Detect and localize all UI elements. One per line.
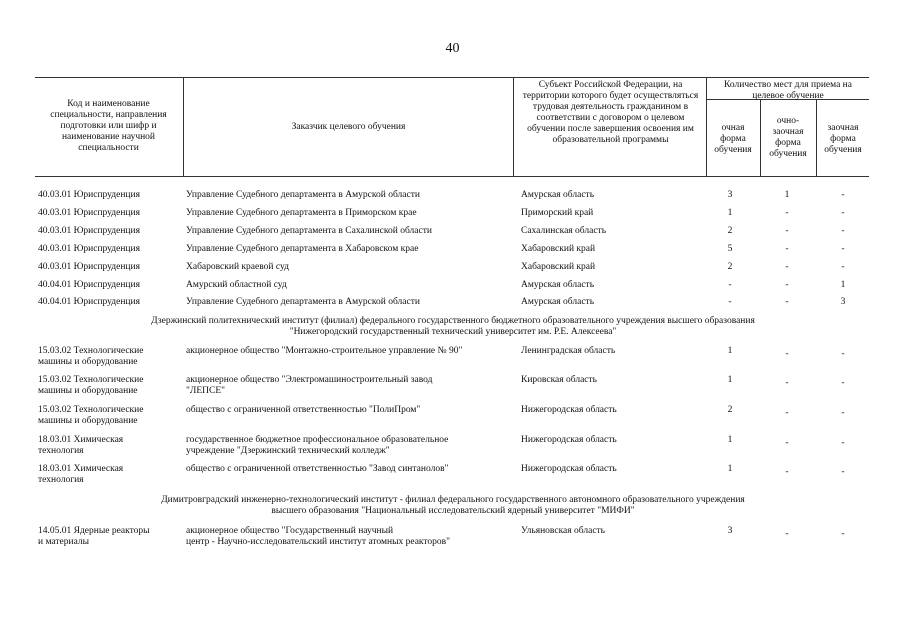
table-cell: Управление Судебного департамента в Амурской области [186, 297, 420, 307]
table-cell: - [841, 467, 845, 477]
table-cell: - [841, 208, 845, 218]
table-cell: - [785, 262, 789, 272]
table-cell: 2 [727, 262, 733, 272]
table-cell: 18.03.01 Химическая [38, 464, 124, 474]
table-cell: 40.03.01 Юриспруденция [38, 226, 140, 236]
table-row [38, 208, 868, 228]
table-cell: Хабаровский край [521, 262, 596, 272]
table-cell: высшего образования "Национальный исследовательский ядерный университет "МИФИ" [271, 506, 635, 516]
table-cell: 2 [727, 405, 733, 415]
table-cell: 1 [840, 280, 846, 290]
table-cell: 1 [727, 375, 733, 385]
table-cell: машины и оборудование [38, 386, 138, 396]
table-cell: - [785, 208, 789, 218]
table-cell: Кировская область [521, 375, 598, 385]
table-cell: Димитровградский инженерно-технологический институт - филиал федерального государственного автономного образовательного учреждения [161, 495, 745, 505]
table-row [38, 297, 868, 317]
table-cell: 18.03.01 Химическая [38, 435, 124, 445]
table-cell: Хабаровский край [521, 244, 596, 254]
table-cell: - [785, 438, 789, 448]
table-cell: 14.05.01 Ядерные реакторы [38, 526, 150, 536]
table-cell: "Нижегородский государственный технический университет им. Р.Е. Алексеева" [289, 327, 617, 337]
table-cell: государственное бюджетное профессиональное образовательное [186, 435, 449, 445]
table-cell: - [785, 408, 789, 418]
table-cell: машины и оборудование [38, 357, 138, 367]
table-cell: Хабаровский краевой суд [186, 262, 289, 272]
table-cell: - [841, 529, 845, 539]
table-row [38, 464, 868, 488]
table-cell: 5 [727, 244, 733, 254]
table-cell: 15.03.02 Технологические [38, 346, 144, 356]
table-cell: Нижегородская область [521, 464, 617, 474]
table-cell: - [785, 349, 789, 359]
table-cell: Дзержинский политехнический институт (филиал) федерального государственного бюджетного образовательного учреждения высшего образования [151, 316, 755, 326]
table-cell: общество с ограниченной ответственностью "ПолиПром" [186, 405, 421, 415]
table-cell: Ульяновская область [521, 526, 606, 536]
page-number: 40 [445, 41, 460, 56]
table-row [38, 526, 868, 550]
table-cell: Управление Судебного департамента в Приморском крае [186, 208, 417, 218]
header-quota: Количество мест для приема на целевое обучение [724, 80, 852, 101]
table-cell: Нижегородская область [521, 405, 617, 415]
table-cell: Управление Судебного департамента в Сахалинской области [186, 226, 432, 236]
table-cell: 15.03.02 Технологические [38, 405, 144, 415]
table-cell: 40.04.01 Юриспруденция [38, 297, 140, 307]
header-extramural: заочная форма обучения [824, 123, 862, 155]
section-heading [38, 495, 868, 517]
table-cell: Управление Судебного департамента в Амурской области [186, 190, 420, 200]
table-cell: Ленинградская область [521, 346, 616, 356]
table-row [38, 244, 868, 264]
table-cell: - [841, 262, 845, 272]
table-cell: акционерное общество "Монтажно-строительное управление № 90" [186, 346, 463, 356]
table-cell: "ЛЕПСЕ" [186, 386, 226, 396]
table-cell: 3 [840, 297, 846, 307]
section-heading [38, 316, 868, 338]
table-cell: 1 [727, 464, 733, 474]
table-row [38, 262, 868, 282]
table-cell: общество с ограниченной ответственностью "Завод синтанолов" [186, 464, 449, 474]
table-cell: и материалы [38, 537, 90, 547]
table-cell: Амурский областной суд [186, 280, 287, 290]
table-cell: 15.03.02 Технологические [38, 375, 144, 385]
table-cell: 2 [727, 226, 733, 236]
table-cell: - [841, 226, 845, 236]
table-cell: - [785, 378, 789, 388]
table-cell: - [785, 280, 789, 290]
table-cell: 1 [727, 346, 733, 356]
table-cell: Амурская область [521, 297, 595, 307]
table-cell: - [728, 280, 732, 290]
header-customer: Заказчик целевого обучения [291, 122, 406, 132]
table-cell: 3 [727, 526, 733, 536]
table-cell: акционерное общество "Электромашиностроительный завод [186, 375, 433, 385]
table-cell: 40.04.01 Юриспруденция [38, 280, 140, 290]
table-cell: Управление Судебного департамента в Хабаровском крае [186, 244, 419, 254]
table-cell: 40.03.01 Юриспруденция [38, 262, 140, 272]
table-row [38, 226, 868, 246]
table-row [38, 375, 868, 399]
table-cell: - [785, 467, 789, 477]
table-cell: машины и оборудование [38, 416, 138, 426]
table-cell: 1 [784, 190, 790, 200]
table-cell: - [841, 438, 845, 448]
table-cell: 40.03.01 Юриспруденция [38, 190, 140, 200]
table-cell: технология [38, 446, 84, 456]
table-cell: - [785, 226, 789, 236]
table-cell: Нижегородская область [521, 435, 617, 445]
header-parttime: очно-заочная форма обучения [769, 116, 807, 159]
header-region: Субъект Российской Федерации, на территории которого будет осуществляться трудовая деятельность гражданином в соответствии с договором о целевом обучении после завершения освоения им образовательной программы [522, 80, 699, 145]
table-cell: 1 [727, 435, 733, 445]
table-cell: - [785, 244, 789, 254]
table-cell: Амурская область [521, 190, 595, 200]
table-cell: 40.03.01 Юриспруденция [38, 244, 140, 254]
table-cell: - [728, 297, 732, 307]
table-cell: - [841, 244, 845, 254]
header-specialty: Код и наименование специальности, направления подготовки или шифр и наименование научной специальности [50, 99, 167, 153]
table-row [38, 405, 868, 429]
table-cell: - [841, 190, 845, 200]
table-cell: центр - Научно-исследовательский институт атомных реакторов" [186, 537, 451, 547]
table-cell: 40.03.01 Юриспруденция [38, 208, 140, 218]
table-cell: Приморский край [521, 208, 594, 218]
table-cell: 1 [727, 208, 733, 218]
table-cell: - [785, 529, 789, 539]
table-cell: - [841, 408, 845, 418]
table-cell: Сахалинская область [521, 226, 607, 236]
table-row [38, 190, 868, 210]
header-fulltime: очная форма обучения [714, 123, 752, 155]
table-cell: - [841, 378, 845, 388]
table-cell: - [785, 297, 789, 307]
table-cell: Амурская область [521, 280, 595, 290]
table-cell: акционерное общество "Государственный научный [186, 526, 394, 536]
table-row [38, 346, 868, 370]
table-cell: учреждение "Дзержинский технический колледж" [186, 446, 390, 456]
table-cell: - [841, 349, 845, 359]
table-row [38, 435, 868, 459]
table-cell: 3 [727, 190, 733, 200]
table-cell: технология [38, 475, 84, 485]
